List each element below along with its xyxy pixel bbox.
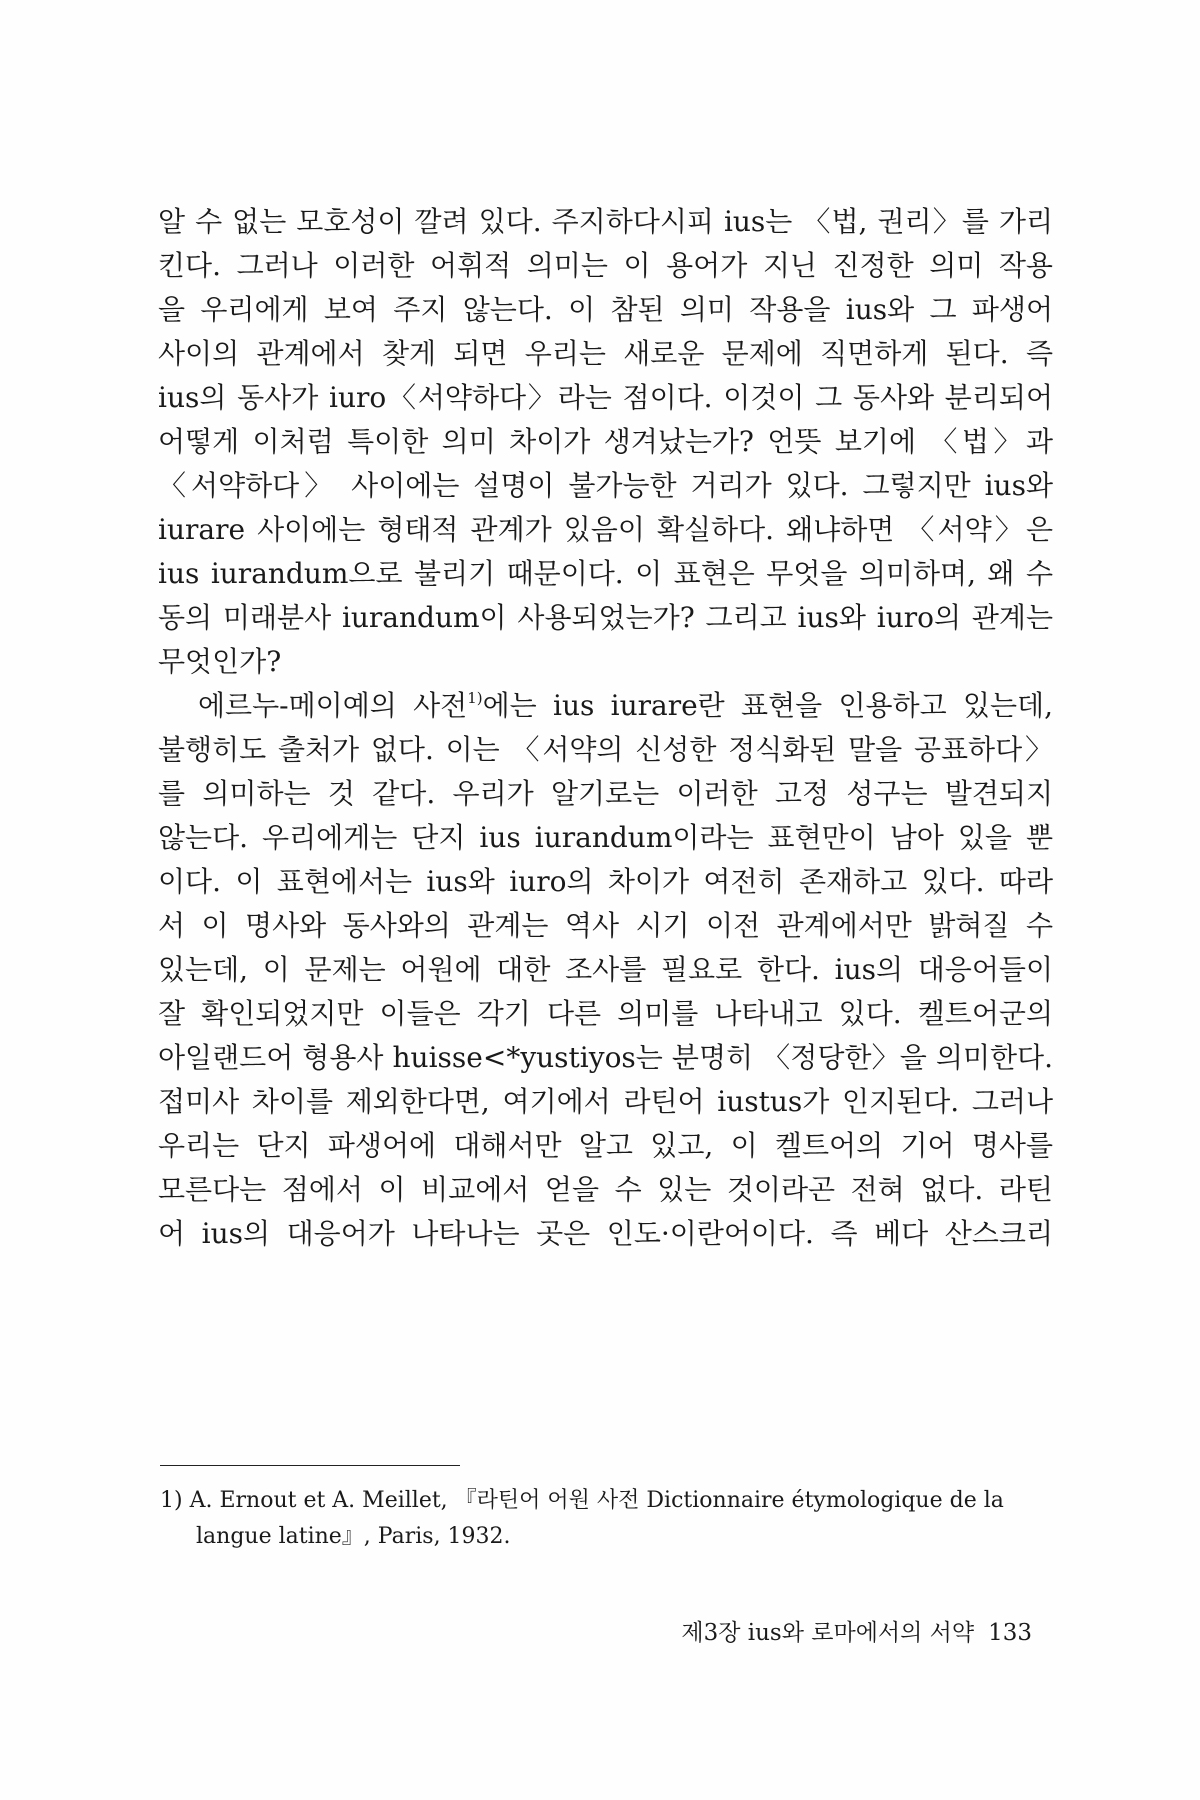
text-line: 모른다는 점에서 이 비교에서 얻을 수 있는 것이라곤 전혀 없다. 라틴 xyxy=(158,1173,1053,1206)
text-line: iurare 사이에는 형태적 관계가 있음이 확실하다. 왜냐하면 〈서약〉은 xyxy=(158,513,1053,546)
text-line: 어 ius의 대응어가 나타나는 곳은 인도·이란어이다. 즉 베다 산스크리 xyxy=(158,1217,1053,1250)
page-number: 133 xyxy=(988,1620,1032,1646)
footnote-line: langue latine』, Paris, 1932. xyxy=(196,1524,511,1549)
text-line: 아일랜드어 형용사 huisse<*yustiyos는 분명히 〈정당한〉을 의미한다. xyxy=(158,1041,1053,1074)
text-line: 우리는 단지 파생어에 대해서만 알고 있고, 이 켈트어의 기어 명사를 xyxy=(158,1129,1053,1162)
text-segment: 에는 ius iurare란 표현을 인용하고 있는데, xyxy=(482,689,1053,722)
text-line: 서 이 명사와 동사와의 관계는 역사 시기 이전 관계에서만 밝혀질 수 xyxy=(158,909,1053,942)
text-line: ius의 동사가 iuro〈서약하다〉라는 점이다. 이것이 그 동사와 분리되어 xyxy=(158,381,1053,414)
page-footer xyxy=(681,1618,1032,1648)
text-line: 사이의 관계에서 찾게 되면 우리는 새로운 문제에 직면하게 된다. 즉 xyxy=(158,337,1053,370)
text-line: 어떻게 이처럼 특이한 의미 차이가 생겨났는가? 언뜻 보기에 〈법〉과 xyxy=(158,425,1053,458)
paragraph-1 xyxy=(158,200,1053,684)
text-line: 있는데, 이 문제는 어원에 대한 조사를 필요로 한다. ius의 대응어들이 xyxy=(158,953,1053,986)
footnote xyxy=(160,1483,1052,1555)
text-line: 불행히도 출처가 없다. 이는 〈서약의 신성한 정식화된 말을 공표하다〉 xyxy=(158,733,1053,766)
text-line: 잘 확인되었지만 이들은 각기 다른 의미를 나타내고 있다. 켈트어군의 xyxy=(158,997,1053,1030)
footnote-line: 1) A. Ernout et A. Meillet, 『라틴어 어원 사전 Dictionnaire étymologique de la xyxy=(160,1488,1004,1513)
text-segment: 에르누-메이예의 사전 xyxy=(198,689,468,722)
text-line: 킨다. 그러나 이러한 어휘적 의미는 이 용어가 지닌 진정한 의미 작용 xyxy=(158,249,1053,282)
running-head: 제3장 ius와 로마에서의 서약 xyxy=(681,1620,975,1646)
text-line: ius iurandum으로 불리기 때문이다. 이 표현은 무엇을 의미하며, 왜 수 xyxy=(158,557,1053,590)
text-line: 무엇인가? xyxy=(158,645,282,678)
paragraph-2 xyxy=(158,684,1053,1256)
text-line: 접미사 차이를 제외한다면, 여기에서 라틴어 iustus가 인지된다. 그러나 xyxy=(158,1085,1053,1118)
footnote-reference[interactable]: 1) xyxy=(467,689,483,707)
text-line: 을 우리에게 보여 주지 않는다. 이 참된 의미 작용을 ius와 그 파생어 xyxy=(158,293,1053,326)
text-line-first xyxy=(158,684,1053,728)
text-line: 동의 미래분사 iurandum이 사용되었는가? 그리고 ius와 iuro의 관계는 xyxy=(158,601,1053,634)
footnote-divider xyxy=(160,1465,460,1466)
text-line: 이다. 이 표현에서는 ius와 iuro의 차이가 여전히 존재하고 있다. 따라 xyxy=(158,865,1053,898)
body-text xyxy=(158,200,1053,1256)
text-line: 않는다. 우리에게는 단지 ius iurandum이라는 표현만이 남아 있을 뿐 xyxy=(158,821,1053,854)
text-line: 를 의미하는 것 같다. 우리가 알기로는 이러한 고정 성구는 발견되지 xyxy=(158,777,1053,810)
text-line: 알 수 없는 모호성이 깔려 있다. 주지하다시피 ius는 〈법, 권리〉를 가리 xyxy=(158,205,1053,238)
text-line: 〈서약하다〉 사이에는 설명이 불가능한 거리가 있다. 그렇지만 ius와 xyxy=(158,469,1053,502)
